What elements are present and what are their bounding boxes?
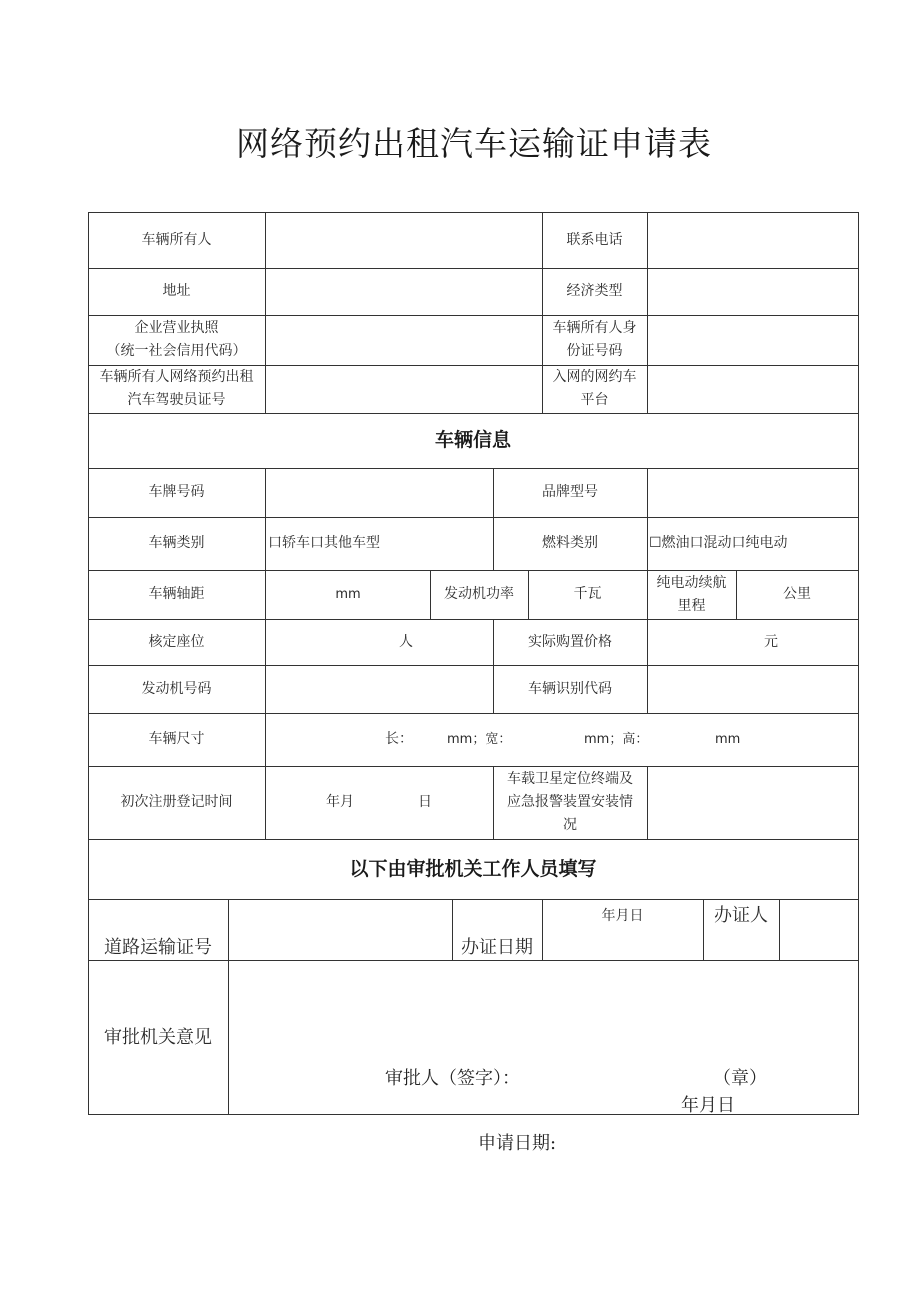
plate-field[interactable]: [266, 469, 493, 517]
issuer-label: 办证人: [714, 905, 768, 926]
brand-field[interactable]: [648, 469, 858, 517]
econ-type-field[interactable]: [648, 269, 858, 315]
size-field[interactable]: 长： mm；宽： mm；高： mm: [385, 731, 741, 747]
transport-cert-label: 道路运输证号: [104, 937, 212, 958]
transport-cert-field[interactable]: [229, 900, 452, 960]
phone-field[interactable]: [648, 213, 858, 268]
gps-label: 车载卫星定位终端及 应急报警装置安装情 况: [507, 771, 633, 833]
category-label: 车辆类别: [148, 535, 205, 551]
address-field[interactable]: [266, 269, 542, 315]
seal-label: （章）: [713, 1068, 767, 1089]
approval-heading: 以下由审批机关工作人员填写: [349, 857, 597, 880]
owner-id-label: 车辆所有人身 份证号码: [552, 320, 637, 359]
phone-label: 联系电话: [566, 231, 623, 248]
address-label: 地址: [162, 283, 191, 299]
category-options[interactable]: 口轿车口其他车型: [268, 535, 380, 551]
driver-cert-field[interactable]: [266, 366, 542, 413]
seats-field[interactable]: 人: [399, 633, 413, 650]
approver-signature-label: 审批人（签字）：: [385, 1068, 520, 1089]
page-title: 网络预约出租汽车运输证申请表: [236, 124, 712, 163]
issue-date-label: 办证日期: [461, 937, 533, 958]
wheelbase-label: 车辆轴距: [148, 586, 205, 602]
opinion-label: 审批机关意见: [104, 1026, 212, 1048]
engine-no-label: 发动机号码: [141, 680, 212, 697]
platform-field[interactable]: [648, 366, 858, 413]
fuel-options[interactable]: ☐燃油口混动口纯电动: [649, 535, 788, 551]
price-label: 实际购置价格: [528, 633, 612, 650]
price-field[interactable]: 元: [764, 633, 778, 650]
vin-field[interactable]: [648, 666, 858, 713]
vin-label: 车辆识别代码: [528, 680, 612, 697]
gps-field[interactable]: [648, 767, 858, 839]
brand-label: 品牌型号: [542, 484, 598, 500]
ev-range-label: 纯电动续航 里程: [656, 574, 727, 614]
wheelbase-field[interactable]: mm: [335, 587, 361, 602]
engine-power-label: 发动机功率: [444, 586, 514, 602]
fuel-label: 燃料类别: [542, 535, 598, 551]
seats-label: 核定座位: [148, 633, 205, 650]
platform-label: 入网的网约车 平台: [552, 369, 637, 408]
registration-date-label: 初次注册登记时间: [120, 794, 233, 810]
owner-label: 车辆所有人: [141, 231, 212, 248]
engine-no-field[interactable]: [266, 666, 493, 713]
grid-line: [88, 1114, 859, 1115]
owner-field[interactable]: [266, 213, 542, 268]
issue-date-field[interactable]: 年月日: [601, 908, 644, 924]
application-form-table: [88, 212, 859, 1115]
engine-power-field[interactable]: 千瓦: [573, 586, 602, 602]
business-license-label: 企业营业执照 （统一社会信用代码）: [106, 320, 247, 359]
plate-label: 车牌号码: [148, 484, 205, 500]
ev-range-field[interactable]: 公里: [783, 586, 811, 602]
grid-line: [858, 212, 859, 1115]
opinion-field[interactable]: [229, 961, 858, 1114]
owner-id-field[interactable]: [648, 316, 858, 365]
opinion-date: 年月日: [681, 1095, 735, 1116]
registration-date-field[interactable]: 年月 日: [326, 794, 432, 810]
apply-date-label: 申请日期:: [478, 1133, 557, 1154]
issuer-field[interactable]: [780, 900, 858, 960]
size-label: 车辆尺寸: [148, 731, 205, 747]
business-license-field[interactable]: [266, 316, 542, 365]
driver-cert-label: 车辆所有人网络预约出租 汽车驾驶员证号: [99, 369, 254, 408]
econ-type-label: 经济类型: [566, 283, 623, 299]
vehicle-info-heading: 车辆信息: [434, 429, 511, 451]
